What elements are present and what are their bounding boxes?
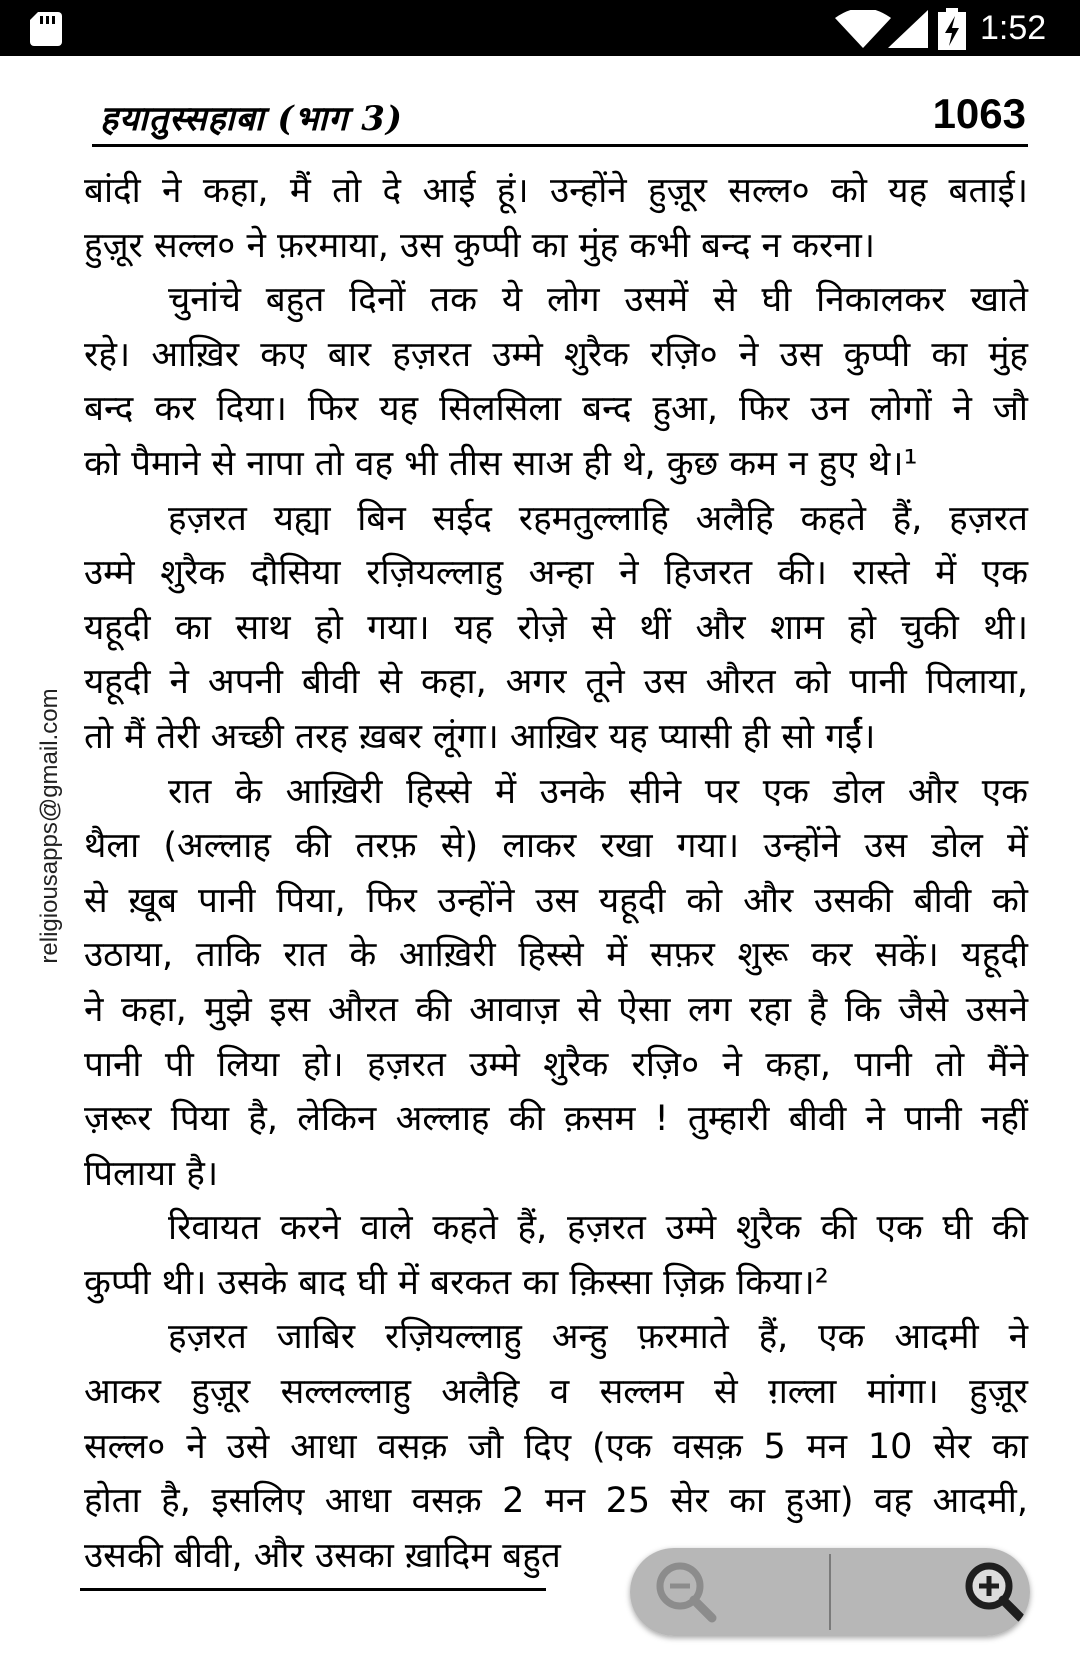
header-rule bbox=[92, 144, 1028, 147]
text-line: बांदी ने कहा, मैं तो दे आई हूं। उन्होंने हुज़ूर सल्ल० को यह बताई। bbox=[84, 171, 1028, 211]
side-email-watermark: religiousapps@gmail.com bbox=[36, 688, 63, 964]
text-line: से ख़ूब पानी पिया, फिर उन्होंने उस यहूदी को और उसकी बीवी को bbox=[84, 880, 1028, 921]
text-line: ज़रूर पिया है, लेकिन अल्लाह की क़सम ! तुम्हारी बीवी ने पानी नहीं bbox=[84, 1099, 1028, 1140]
text-line: सल्ल० ने उसे आधा वसक़ जौ दिए (एक वसक़ 5 मन 10 सेर का bbox=[84, 1426, 1028, 1467]
footnote-rule bbox=[80, 1588, 546, 1591]
text-line: रहे। आख़िर कए बार हज़रत उम्मे शुरैक रज़ि० ने उस कुप्पी का मुंह bbox=[84, 334, 1028, 375]
text-line: को पैमाने से नापा तो वह भी तीस साअ ही थे, कुछ कम न हुए थे।¹ bbox=[84, 443, 918, 484]
text-line: उसकी बीवी, और उसका ख़ादिम बहुत bbox=[84, 1535, 561, 1576]
cell-signal-icon bbox=[888, 10, 928, 48]
zoom-out-button[interactable] bbox=[630, 1548, 829, 1636]
running-head: हयातुस्सहाबा (भाग 3) bbox=[100, 99, 403, 139]
text-line: यहूदी का साथ हो गया। यह रोज़े से थीं और शाम हो चुकी थी। bbox=[84, 607, 1028, 648]
text-line: थैला (अल्लाह की तरफ़ से) लाकर रखा गया। उन्होंने उस डोल में bbox=[84, 826, 1028, 867]
zoom-in-icon bbox=[959, 1556, 1030, 1628]
status-time: 1:52 bbox=[980, 9, 1047, 47]
text-line: उठाया, ताकि रात के आख़िरी हिस्से में सफ़र शुरू कर सकें। यहूदी bbox=[84, 935, 1028, 976]
text-line: आकर हुज़ूर सल्लल्लाहु अलैहि व सल्लम से ग़ल्ला मांगा। हुज़ूर bbox=[84, 1372, 1028, 1413]
document-page[interactable] bbox=[0, 56, 1080, 1655]
body-text bbox=[84, 164, 1028, 1583]
text-line: हुज़ूर सल्ल० ने फ़रमाया, उस कुप्पी का मुंह कभी बन्द न करना। bbox=[84, 225, 876, 266]
wifi-icon bbox=[835, 10, 891, 48]
text-line: पानी पी लिया हो। हज़रत उम्मे शुरैक रज़ि० ने कहा, पानी तो मैंने bbox=[84, 1044, 1028, 1085]
text-line: हज़रत यह्या बिन सईद रहमतुल्लाहि अलैहि कहते हैं, हज़रत bbox=[168, 498, 1028, 539]
text-line: पिलाया है। bbox=[84, 1153, 219, 1194]
text-line: होता है, इसलिए आधा वसक़ 2 मन 25 सेर का हुआ) वह आदमी, bbox=[84, 1481, 1028, 1522]
text-line: यहूदी ने अपनी बीवी से कहा, अगर तूने उस औरत को पानी पिलाया, bbox=[84, 662, 1028, 703]
text-line: रात के आख़िरी हिस्से में उनके सीने पर एक डोल और एक bbox=[168, 771, 1028, 812]
text-line: बन्द कर दिया। फिर यह सिलसिला बन्द हुआ, फिर उन लोगों ने जौ bbox=[84, 389, 1028, 430]
sd-card-icon bbox=[30, 12, 62, 46]
text-line: ने कहा, मुझे इस औरत की आवाज़ से ऐसा लग रहा है कि जैसे उसने bbox=[84, 989, 1028, 1030]
text-line: हज़रत जाबिर रज़ियल्लाहु अन्हु फ़रमाते हैं, एक आदमी ने bbox=[168, 1317, 1028, 1358]
status-bar bbox=[0, 0, 1080, 56]
zoom-in-button[interactable] bbox=[831, 1548, 1030, 1636]
text-line: तो मैं तेरी अच्छी तरह ख़बर लूंगा। आख़िर यह प्यासी ही सो गईं। bbox=[84, 716, 876, 757]
text-line: उम्मे शुरैक दौसिया रज़ियल्लाहु अन्हा ने हिजरत की। रास्ते में एक bbox=[84, 553, 1028, 594]
text-line: कुप्पी थी। उसके बाद घी में बरकत का क़िस्सा ज़िक्र किया।² bbox=[84, 1262, 829, 1303]
zoom-control bbox=[630, 1548, 1030, 1636]
zoom-out-icon bbox=[650, 1556, 722, 1628]
page-number: 1063 bbox=[932, 90, 1026, 137]
battery-charging-icon bbox=[938, 8, 966, 50]
text-line: रिवायत करने वाले कहते हैं, हज़रत उम्मे शुरैक की एक घी की bbox=[168, 1208, 1028, 1249]
text-line: चुनांचे बहुत दिनों तक ये लोग उसमें से घी निकालकर खाते bbox=[168, 280, 1028, 321]
